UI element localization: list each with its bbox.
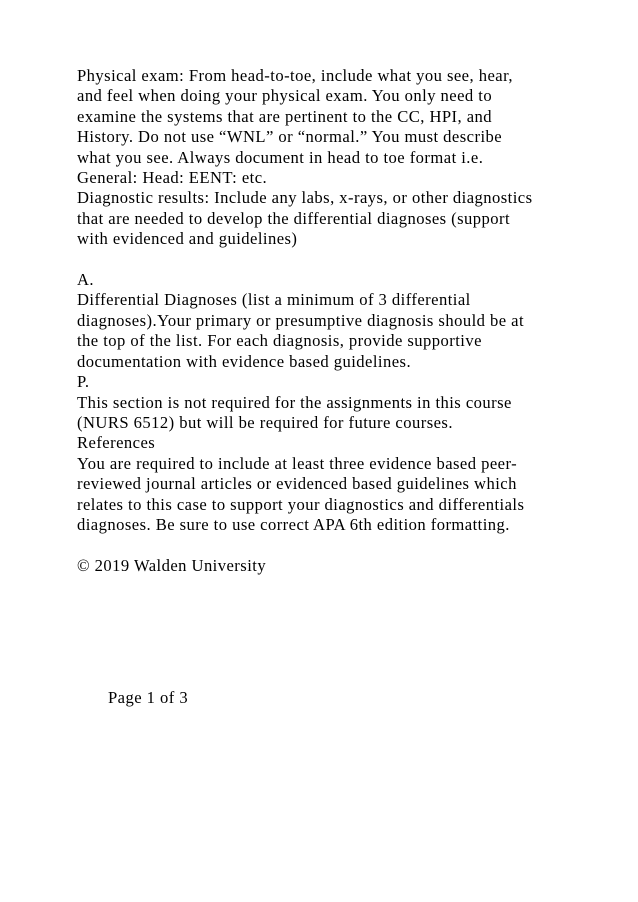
document-body-text: Physical exam: From head-to-toe, include what you see, hear, and feel when doing your physical exam. You only need to examine the systems that are pertinent to the CC, HPI, and History. Do not use “WNL” or “normal.” You must describe what you see. Always document in head to toe format i.e. General: Head: EENT: etc. Diagnostic results: Include any labs, x-rays, or other diagnostics that are needed to develop the differential diagnoses (support with evidenced and guidelines) A. Differential Diagnoses (list a minimum of 3 differential diagnoses).Your primary or presumptive diagnosis should be at the top of the list. For each diagnosis, provide supportive documentation with evidence based guidelines. P. This section is not required for the assignments in this course (NURS 6512) but will be required for future courses. References You are required to include at least three evidence based peer- reviewed journal articles or evidenced based guidelines which relates to this case to support your diagnostics and differentials diagnoses. Be sure to use correct APA 6th edition formatting. © 2019 Walden University xyxy=(77,66,533,575)
page-number: Page 1 of 3 xyxy=(108,688,189,707)
